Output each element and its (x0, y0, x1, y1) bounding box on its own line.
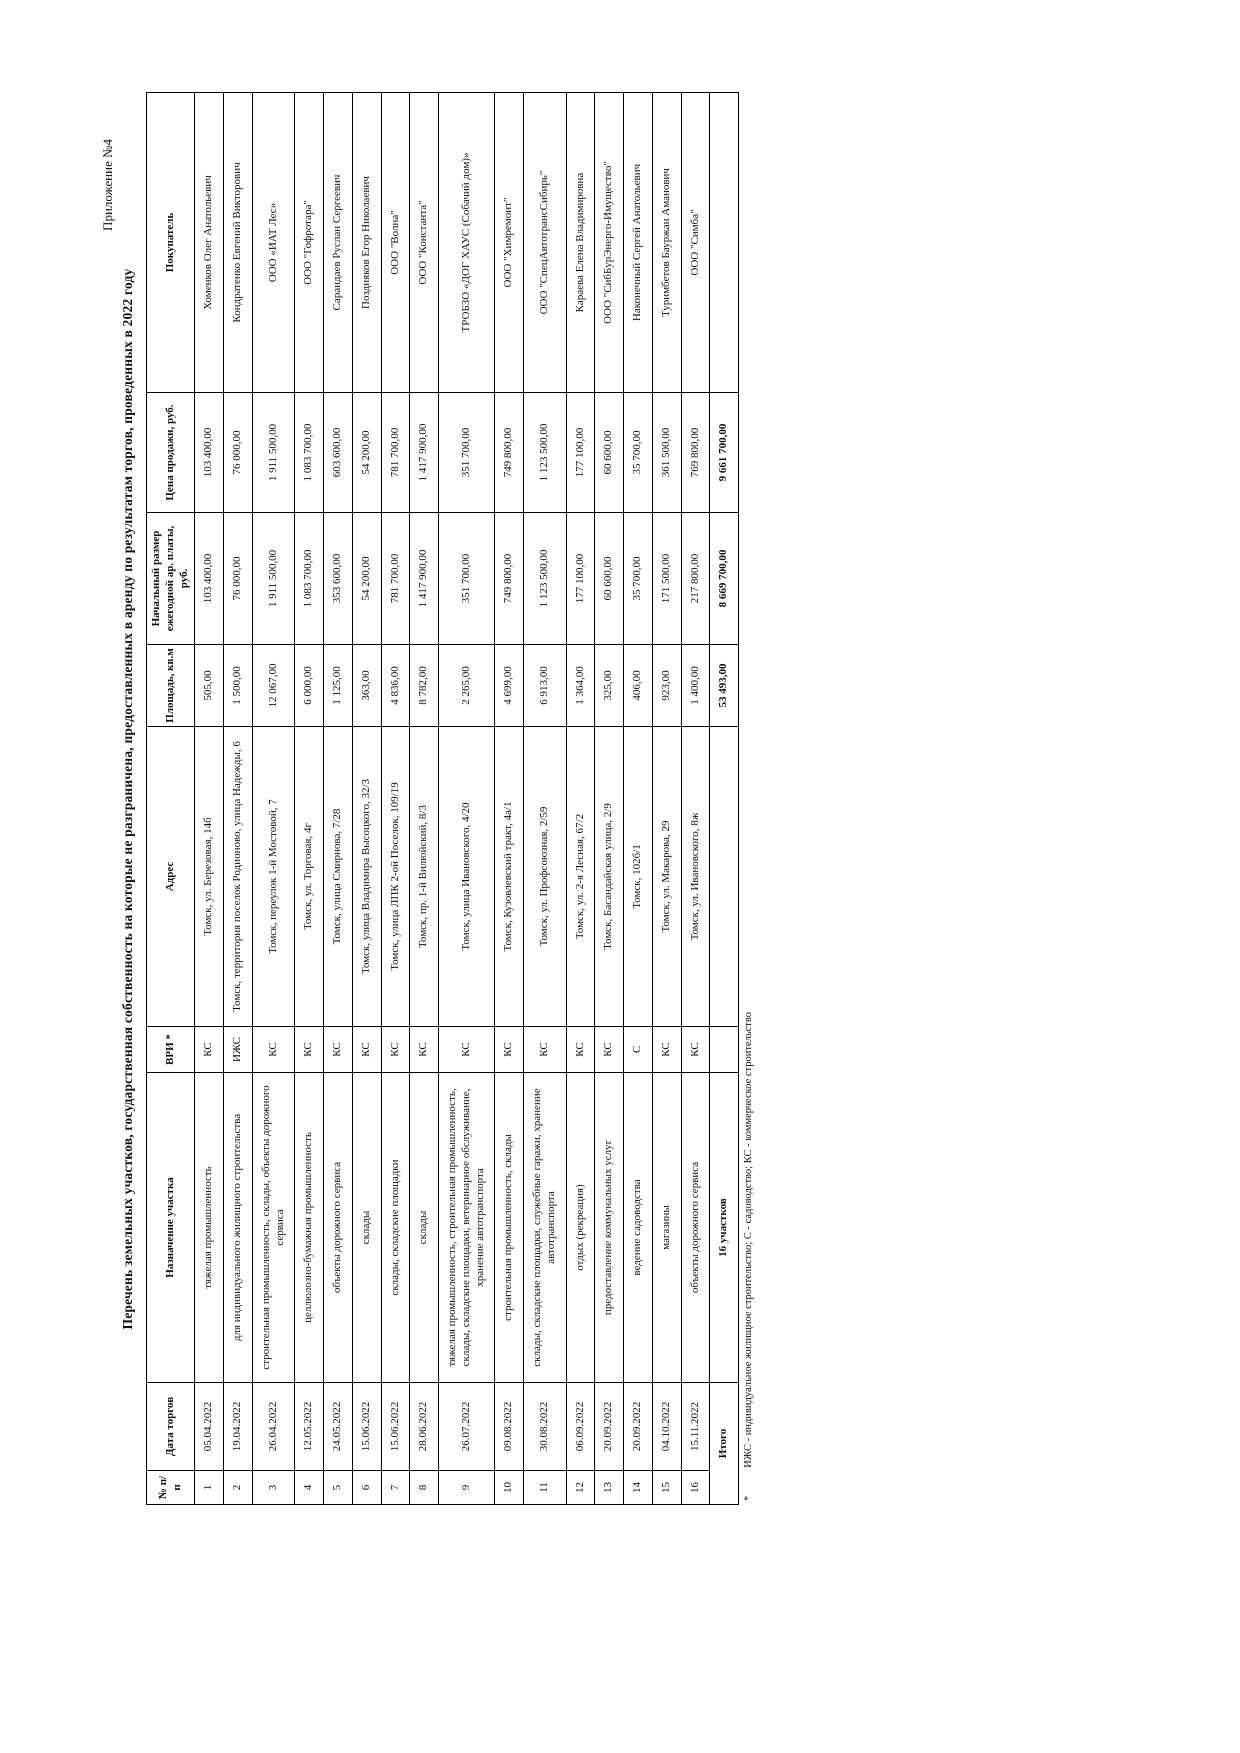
cell-purpose: склады, складские площадки (381, 1073, 410, 1383)
cell-address: Томск, переулок 1-й Мостовой, 7 (252, 727, 295, 1027)
rotated-landscape-sheet (100, 93, 800, 1505)
cell-sale-price: 1 417 900,00 (410, 393, 439, 513)
cell-sale-price: 1 083 700,00 (295, 393, 324, 513)
cell-auction-date: 24.05.2022 (324, 1383, 353, 1471)
cell-number: 6 (352, 1471, 381, 1505)
cell-initial-rent: 35 700,00 (624, 513, 653, 645)
cell-vri: КС (352, 1027, 381, 1073)
cell-address: Томск, ул. Макарова, 29 (652, 727, 681, 1027)
cell-purpose: склады (352, 1073, 381, 1383)
cell-vri: КС (681, 1027, 710, 1073)
cell-address: Томск, Басандайская улица, 2/9 (595, 727, 624, 1027)
cell-vri: КС (652, 1027, 681, 1073)
cell-sale-price: 177 100,00 (566, 393, 595, 513)
cell-address: Томск, территория поселок Родионово, улица Надежды, 6 (224, 727, 253, 1027)
cell-area: 6 913,00 (524, 645, 567, 727)
cell-initial-rent: 217 800,00 (681, 513, 710, 645)
cell-vri: КС (252, 1027, 295, 1073)
cell-auction-date: 15.11.2022 (681, 1383, 710, 1471)
column-header-area: Площадь, кв.м (147, 645, 195, 727)
cell-purpose: целлюлозно-бумажная промышленность (295, 1073, 324, 1383)
cell-number: 2 (224, 1471, 253, 1505)
cell-address: Томск, ул. 2-я Лесная, 67/2 (566, 727, 595, 1027)
appendix-label: Приложение №4 (100, 139, 115, 231)
cell-area: 363,00 (352, 645, 381, 727)
cell-buyer: Поздняков Егор Николаевич (352, 93, 381, 393)
cell-purpose: отдых (рекреация) (566, 1073, 595, 1383)
cell-purpose: склады, складские площадки, служебные гаражи, хранение автотранспорта (524, 1073, 567, 1383)
cell-initial-rent: 351 700,00 (439, 513, 495, 645)
cell-buyer: Хоменков Олег Анатольевич (195, 93, 224, 393)
cell-number: 3 (252, 1471, 295, 1505)
cell-purpose: объекты дорожного сервиса (324, 1073, 353, 1383)
column-header-auction-date: Дата торгов (147, 1383, 195, 1471)
cell-initial-rent: 60 600,00 (595, 513, 624, 645)
column-header-number: № п/п (147, 1471, 195, 1505)
cell-buyer: ООО "Химремонт" (495, 93, 524, 393)
table-row (381, 93, 410, 1505)
cell-buyer: ТРОБЗО «ДОГ ХАУС (Собачий дом)» (439, 93, 495, 393)
cell-auction-date: 20.09.2022 (624, 1383, 653, 1471)
cell-buyer: ООО «ИАТ Лес» (252, 93, 295, 393)
cell-area: 406,00 (624, 645, 653, 727)
cell-address: Томск, ул. Березовая, 14б (195, 727, 224, 1027)
cell-vri: КС (566, 1027, 595, 1073)
cell-sale-price: 351 700,00 (439, 393, 495, 513)
cell-sale-price: 1 911 500,00 (252, 393, 295, 513)
cell-sale-price: 103 400,00 (195, 393, 224, 513)
cell-purpose: магазины (652, 1073, 681, 1383)
cell-buyer: ООО "СпецАвтотрансСибирь" (524, 93, 567, 393)
cell-sale-price: 76 000,00 (224, 393, 253, 513)
table-row (681, 93, 710, 1505)
cell-initial-rent: 103 400,00 (195, 513, 224, 645)
cell-sale-price: 54 200,00 (352, 393, 381, 513)
column-header-purpose: Назначение участка (147, 1073, 195, 1383)
cell-initial-rent: 781 700,00 (381, 513, 410, 645)
column-header-sale-price: Цена продажи, руб. (147, 393, 195, 513)
table-row (595, 93, 624, 1505)
cell-initial-rent: 749 800,00 (495, 513, 524, 645)
cell-purpose: склады (410, 1073, 439, 1383)
cell-sale-price: 1 123 500,00 (524, 393, 567, 513)
table-row (524, 93, 567, 1505)
cell-area: 505,00 (195, 645, 224, 727)
cell-address: Томск, ул. Профсоюзная, 2/59 (524, 727, 567, 1027)
cell-purpose: ведение садоводства (624, 1073, 653, 1383)
cell-vri: КС (195, 1027, 224, 1073)
total-vri-empty (710, 1027, 739, 1073)
cell-auction-date: 28.06.2022 (410, 1383, 439, 1471)
cell-area: 12 067,00 (252, 645, 295, 727)
footnote-text: ИЖС - индивидуальное жилищное строительство; С - садоводство; КС - коммерческое строительство (743, 1011, 754, 1468)
table-total-row (710, 93, 739, 1505)
cell-area: 1 500,00 (224, 645, 253, 727)
cell-number: 12 (566, 1471, 595, 1505)
document-title: Перечень земельных участков, государственная собственность на которые не разграничена, предоставленных в аренду по результатам торгов, проведенных в 2022 году (120, 268, 135, 1330)
cell-number: 10 (495, 1471, 524, 1505)
cell-vri: КС (524, 1027, 567, 1073)
total-initial-rent: 8 669 700,00 (710, 513, 739, 645)
cell-number: 13 (595, 1471, 624, 1505)
cell-buyer: Туримбетов Бауржан Аманович (652, 93, 681, 393)
cell-area: 4 699,00 (495, 645, 524, 727)
table-row (566, 93, 595, 1505)
cell-initial-rent: 353 600,00 (324, 513, 353, 645)
cell-purpose: предоставление коммунальных услуг (595, 1073, 624, 1383)
table-row (295, 93, 324, 1505)
cell-initial-rent: 171 500,00 (652, 513, 681, 645)
cell-area: 1 125,00 (324, 645, 353, 727)
cell-area: 1 364,00 (566, 645, 595, 727)
cell-purpose: тяжелая промышленность (195, 1073, 224, 1383)
column-header-buyer: Покупатель (147, 93, 195, 393)
cell-buyer: ООО "Волна" (381, 93, 410, 393)
cell-auction-date: 15.06.2022 (381, 1383, 410, 1471)
cell-buyer: Наконечный Сергей Анатольевич (624, 93, 653, 393)
cell-number: 11 (524, 1471, 567, 1505)
cell-purpose: тяжелая промышленность, строительная промышленность, склады, складские площадки, ветеринарное обслуживание, хранение автотранспорта (439, 1073, 495, 1383)
cell-auction-date: 06.09.2022 (566, 1383, 595, 1471)
cell-sale-price: 769 800,00 (681, 393, 710, 513)
cell-purpose: объекты дорожного сервиса (681, 1073, 710, 1383)
cell-initial-rent: 1 911 500,00 (252, 513, 295, 645)
cell-vri: ИЖС (224, 1027, 253, 1073)
cell-purpose: строительная промышленность, склады (495, 1073, 524, 1383)
cell-number: 5 (324, 1471, 353, 1505)
footnote-marker: * (743, 1495, 754, 1501)
cell-initial-rent: 177 100,00 (566, 513, 595, 645)
table-row (624, 93, 653, 1505)
cell-vri: КС (410, 1027, 439, 1073)
cell-number: 7 (381, 1471, 410, 1505)
table-row (252, 93, 295, 1505)
column-header-initial-rent: Начальный размер ежегодной ар. платы, руб. (147, 513, 195, 645)
cell-address: Томск, ул. Ивановского, 8ж (681, 727, 710, 1027)
cell-area: 923,00 (652, 645, 681, 727)
table-row (652, 93, 681, 1505)
cell-initial-rent: 1 417 900,00 (410, 513, 439, 645)
cell-auction-date: 05.04.2022 (195, 1383, 224, 1471)
cell-buyer: Караева Елена Владимировна (566, 93, 595, 393)
table-row (224, 93, 253, 1505)
cell-number: 1 (195, 1471, 224, 1505)
cell-sale-price: 361 500,00 (652, 393, 681, 513)
cell-buyer: Кондратенко Евгений Викторович (224, 93, 253, 393)
cell-initial-rent: 54 200,00 (352, 513, 381, 645)
column-header-address: Адрес (147, 727, 195, 1027)
cell-buyer: ООО "Гофротара" (295, 93, 324, 393)
cell-address: Томск, пр. 1-й Вилюйский, 8/3 (410, 727, 439, 1027)
table-row (439, 93, 495, 1505)
cell-area: 4 836,00 (381, 645, 410, 727)
cell-vri: КС (439, 1027, 495, 1073)
cell-number: 15 (652, 1471, 681, 1505)
total-buyer-empty (710, 93, 739, 393)
cell-buyer: ООО "Симба" (681, 93, 710, 393)
cell-vri: КС (381, 1027, 410, 1073)
cell-auction-date: 20.09.2022 (595, 1383, 624, 1471)
cell-sale-price: 60 600,00 (595, 393, 624, 513)
cell-auction-date: 26.04.2022 (252, 1383, 295, 1471)
cell-initial-rent: 1 123 500,00 (524, 513, 567, 645)
cell-initial-rent: 76 000,00 (224, 513, 253, 645)
cell-number: 16 (681, 1471, 710, 1505)
column-header-vri: ВРИ * (147, 1027, 195, 1073)
cell-address: Томск, 102б/1 (624, 727, 653, 1027)
table-row (495, 93, 524, 1505)
cell-number: 8 (410, 1471, 439, 1505)
table-row (410, 93, 439, 1505)
cell-number: 4 (295, 1471, 324, 1505)
table-row (352, 93, 381, 1505)
cell-area: 6 000,00 (295, 645, 324, 727)
cell-area: 325,00 (595, 645, 624, 727)
land-plots-table (146, 92, 739, 1505)
cell-vri: КС (495, 1027, 524, 1073)
cell-sale-price: 749 800,00 (495, 393, 524, 513)
cell-auction-date: 26.07.2022 (439, 1383, 495, 1471)
total-plot-count: 16 участков (710, 1073, 739, 1383)
table-header-row (147, 93, 195, 1505)
total-address-empty (710, 727, 739, 1027)
cell-auction-date: 15.06.2022 (352, 1383, 381, 1471)
cell-area: 8 782,00 (410, 645, 439, 727)
cell-address: Томск, улица Ивановского, 4/20 (439, 727, 495, 1027)
cell-purpose: строительная промышленность, склады, объекты дорожного сервиса (252, 1073, 295, 1383)
cell-vri: КС (324, 1027, 353, 1073)
table-row (324, 93, 353, 1505)
cell-address: Томск, улица Смирнова, 7/28 (324, 727, 353, 1027)
cell-vri: С (624, 1027, 653, 1073)
total-area: 53 493,00 (710, 645, 739, 727)
cell-vri: КС (295, 1027, 324, 1073)
cell-initial-rent: 1 083 700,00 (295, 513, 324, 645)
cell-address: Томск, улица Владимира Высоцкого, 32/3 (352, 727, 381, 1027)
cell-purpose: для индивидуального жилищного строительства (224, 1073, 253, 1383)
cell-auction-date: 09.08.2022 (495, 1383, 524, 1471)
cell-sale-price: 603 600,00 (324, 393, 353, 513)
cell-auction-date: 12.05.2022 (295, 1383, 324, 1471)
cell-number: 14 (624, 1471, 653, 1505)
cell-address: Томск, Кузовлевский тракт, 4а/1 (495, 727, 524, 1027)
table-row (195, 93, 224, 1505)
cell-area: 2 265,00 (439, 645, 495, 727)
cell-buyer: ООО "СибБурЭнерго-Имущество" (595, 93, 624, 393)
cell-buyer: Сарандаев Руслан Сергеевич (324, 93, 353, 393)
cell-sale-price: 781 700,00 (381, 393, 410, 513)
cell-auction-date: 19.04.2022 (224, 1383, 253, 1471)
cell-vri: КС (595, 1027, 624, 1073)
cell-number: 9 (439, 1471, 495, 1505)
cell-address: Томск, ул. Торговая, 4г (295, 727, 324, 1027)
cell-buyer: ООО "Константа" (410, 93, 439, 393)
table-body (195, 93, 710, 1505)
footnote (743, 93, 754, 1505)
cell-address: Томск, улица ЛПК 2-ой Поселок, 109/19 (381, 727, 410, 1027)
cell-auction-date: 30.08.2022 (524, 1383, 567, 1471)
cell-auction-date: 04.10.2022 (652, 1383, 681, 1471)
cell-area: 1 400,00 (681, 645, 710, 727)
total-sale-price: 9 661 700,00 (710, 393, 739, 513)
total-label: Итого (710, 1383, 739, 1505)
cell-sale-price: 35 700,00 (624, 393, 653, 513)
